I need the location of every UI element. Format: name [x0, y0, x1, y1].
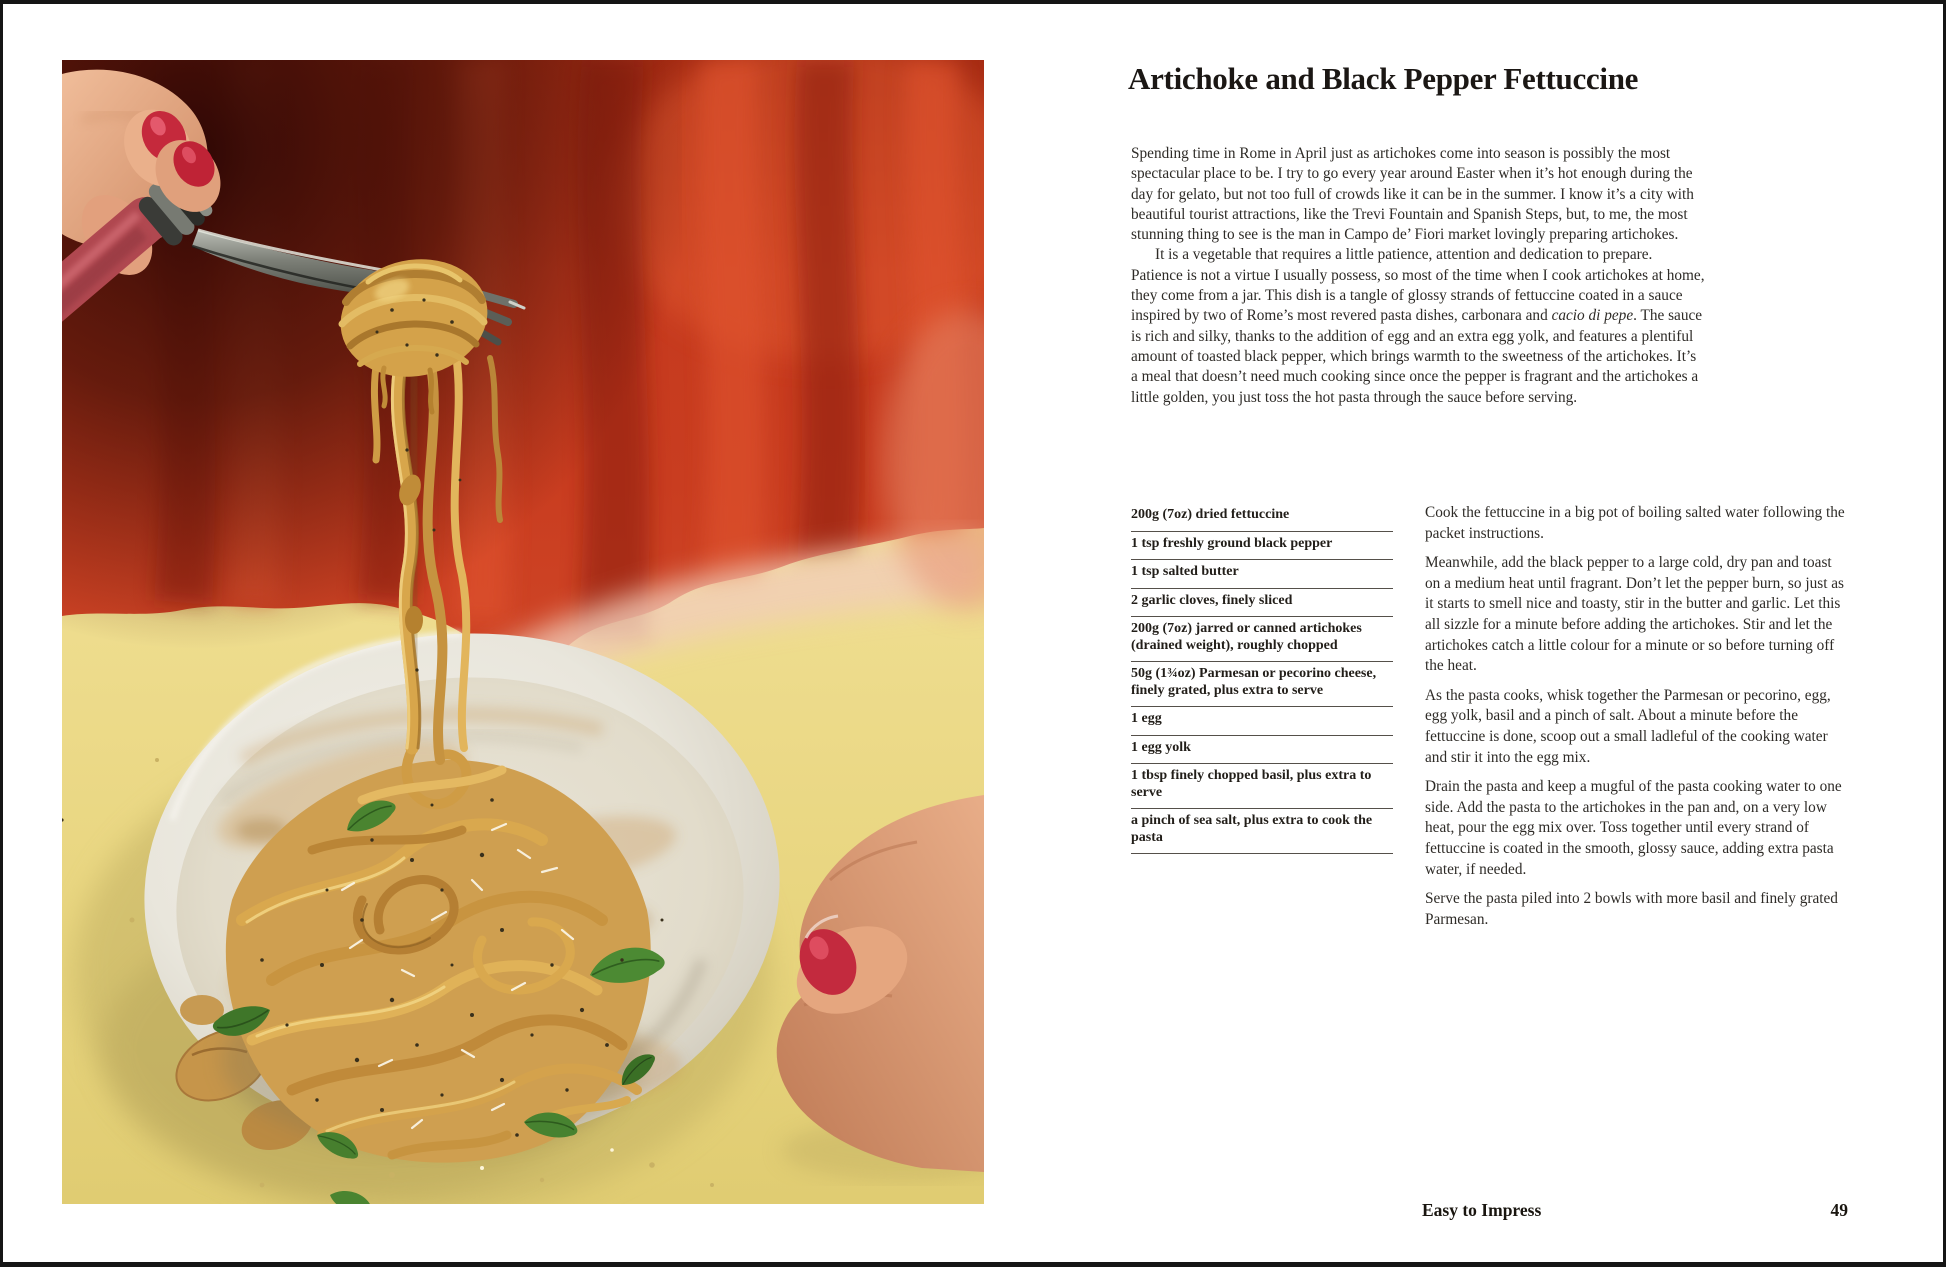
ingredients-list: [1131, 503, 1393, 939]
ingredient-item: 1 tsp salted butter: [1131, 560, 1393, 589]
ingredient-item: 1 tbsp finely chopped basil, plus extra to serve: [1131, 764, 1393, 809]
recipe-photo-illustration: [62, 60, 984, 1204]
footer-section-label: Easy to Impress: [1422, 1200, 1542, 1220]
recipe-intro: [1131, 144, 1706, 408]
ingredient-item: 2 garlic cloves, finely sliced: [1131, 589, 1393, 618]
ingredient-item: 200g (7oz) jarred or canned artichokes (drained weight), roughly chopped: [1131, 617, 1393, 662]
method-step: Serve the pasta piled into 2 bowls with more basil and finely grated Parmesan.: [1425, 890, 1838, 928]
intro-italic-phrase: cacio di pepe: [1551, 307, 1634, 325]
recipe-photo: [62, 60, 984, 1204]
ingredient-item: 1 egg: [1131, 707, 1393, 736]
intro-paragraph-2-end: . The sauce is rich and silky, thanks to the addition of egg and an extra egg yolk, and features a plentiful amount of toasted black pepper, which brings warmth to the sweetness of the artichokes. It’s a meal that doesn’t need much cooking since once the pepper is fragrant and the artichokes a little golden, you just toss the hot pasta through the sauce before serving.: [1131, 307, 1703, 406]
recipe-title: Artichoke and Black Pepper Fettuccine: [1128, 61, 1639, 96]
recipe-columns: [1131, 503, 1847, 939]
method-steps: [1425, 503, 1847, 939]
method-step: Cook the fettuccine in a big pot of boiling salted water following the packet instructions.: [1425, 504, 1845, 542]
method-step: Drain the pasta and keep a mugful of the pasta cooking water to one side. Add the pasta to the artichokes in the pan and, on a very low heat, pour the egg mix over. Toss together until every strand of fettuccine is coated in the smooth, glossy sauce, adding extra pasta water, if needed.: [1425, 778, 1842, 878]
intro-paragraph-2-start: It is a vegetable that requires a little patience, attention and dedication to prepare. Patience is not a virtue I usually possess, so most of the time when I cook artichokes at home, they come from a jar. This dish is a tangle of glossy strands of fettuccine coated in a sauce inspired by two of Rome’s most revered pasta dishes, carbonara and: [1131, 246, 1705, 325]
intro-paragraph-1: Spending time in Rome in April just as artichokes come into season is possibly the most spectacular place to be. I try to go every year around Easter when it’s hot enough during the day for gelato, but not too full of crowds like it can be in the summer. I know it’s a city with beautiful tourist attractions, like the Trevi Fountain and Spanish Steps, but, to me, the most stunning thing to see is the man in Campo de’ Fiori market lovingly preparing artichokes.: [1131, 145, 1694, 244]
method-step: As the pasta cooks, whisk together the Parmesan or pecorino, egg, egg yolk, basil and a pinch of salt. About a minute before the fettuccine is done, scoop out a small ladleful of the cooking water and stir it into the egg mix.: [1425, 686, 1831, 766]
intro-paragraph-2: [1131, 245, 1706, 407]
method-step: Meanwhile, add the black pepper to a large cold, dry pan and toast on a medium heat until fragrant. Don’t let the pepper burn, so just as it starts to smell nice and toasty, stir in the butter and garlic. Let this all sizzle for a minute before adding the artichokes. Stir and let the artichokes catch a little colour for a minute or so before turning off the heat.: [1425, 554, 1845, 675]
ingredient-item: 50g (1¾oz) Parmesan or pecorino cheese, finely grated, plus extra to serve: [1131, 662, 1393, 707]
ingredient-item: 1 tsp freshly ground black pepper: [1131, 532, 1393, 561]
page-footer: [1422, 1200, 1848, 1221]
ingredient-item: 200g (7oz) dried fettuccine: [1131, 503, 1393, 532]
ingredient-item: a pinch of sea salt, plus extra to cook the pasta: [1131, 809, 1393, 854]
ingredient-item: 1 egg yolk: [1131, 736, 1393, 765]
footer-page-number: 49: [1830, 1200, 1848, 1220]
